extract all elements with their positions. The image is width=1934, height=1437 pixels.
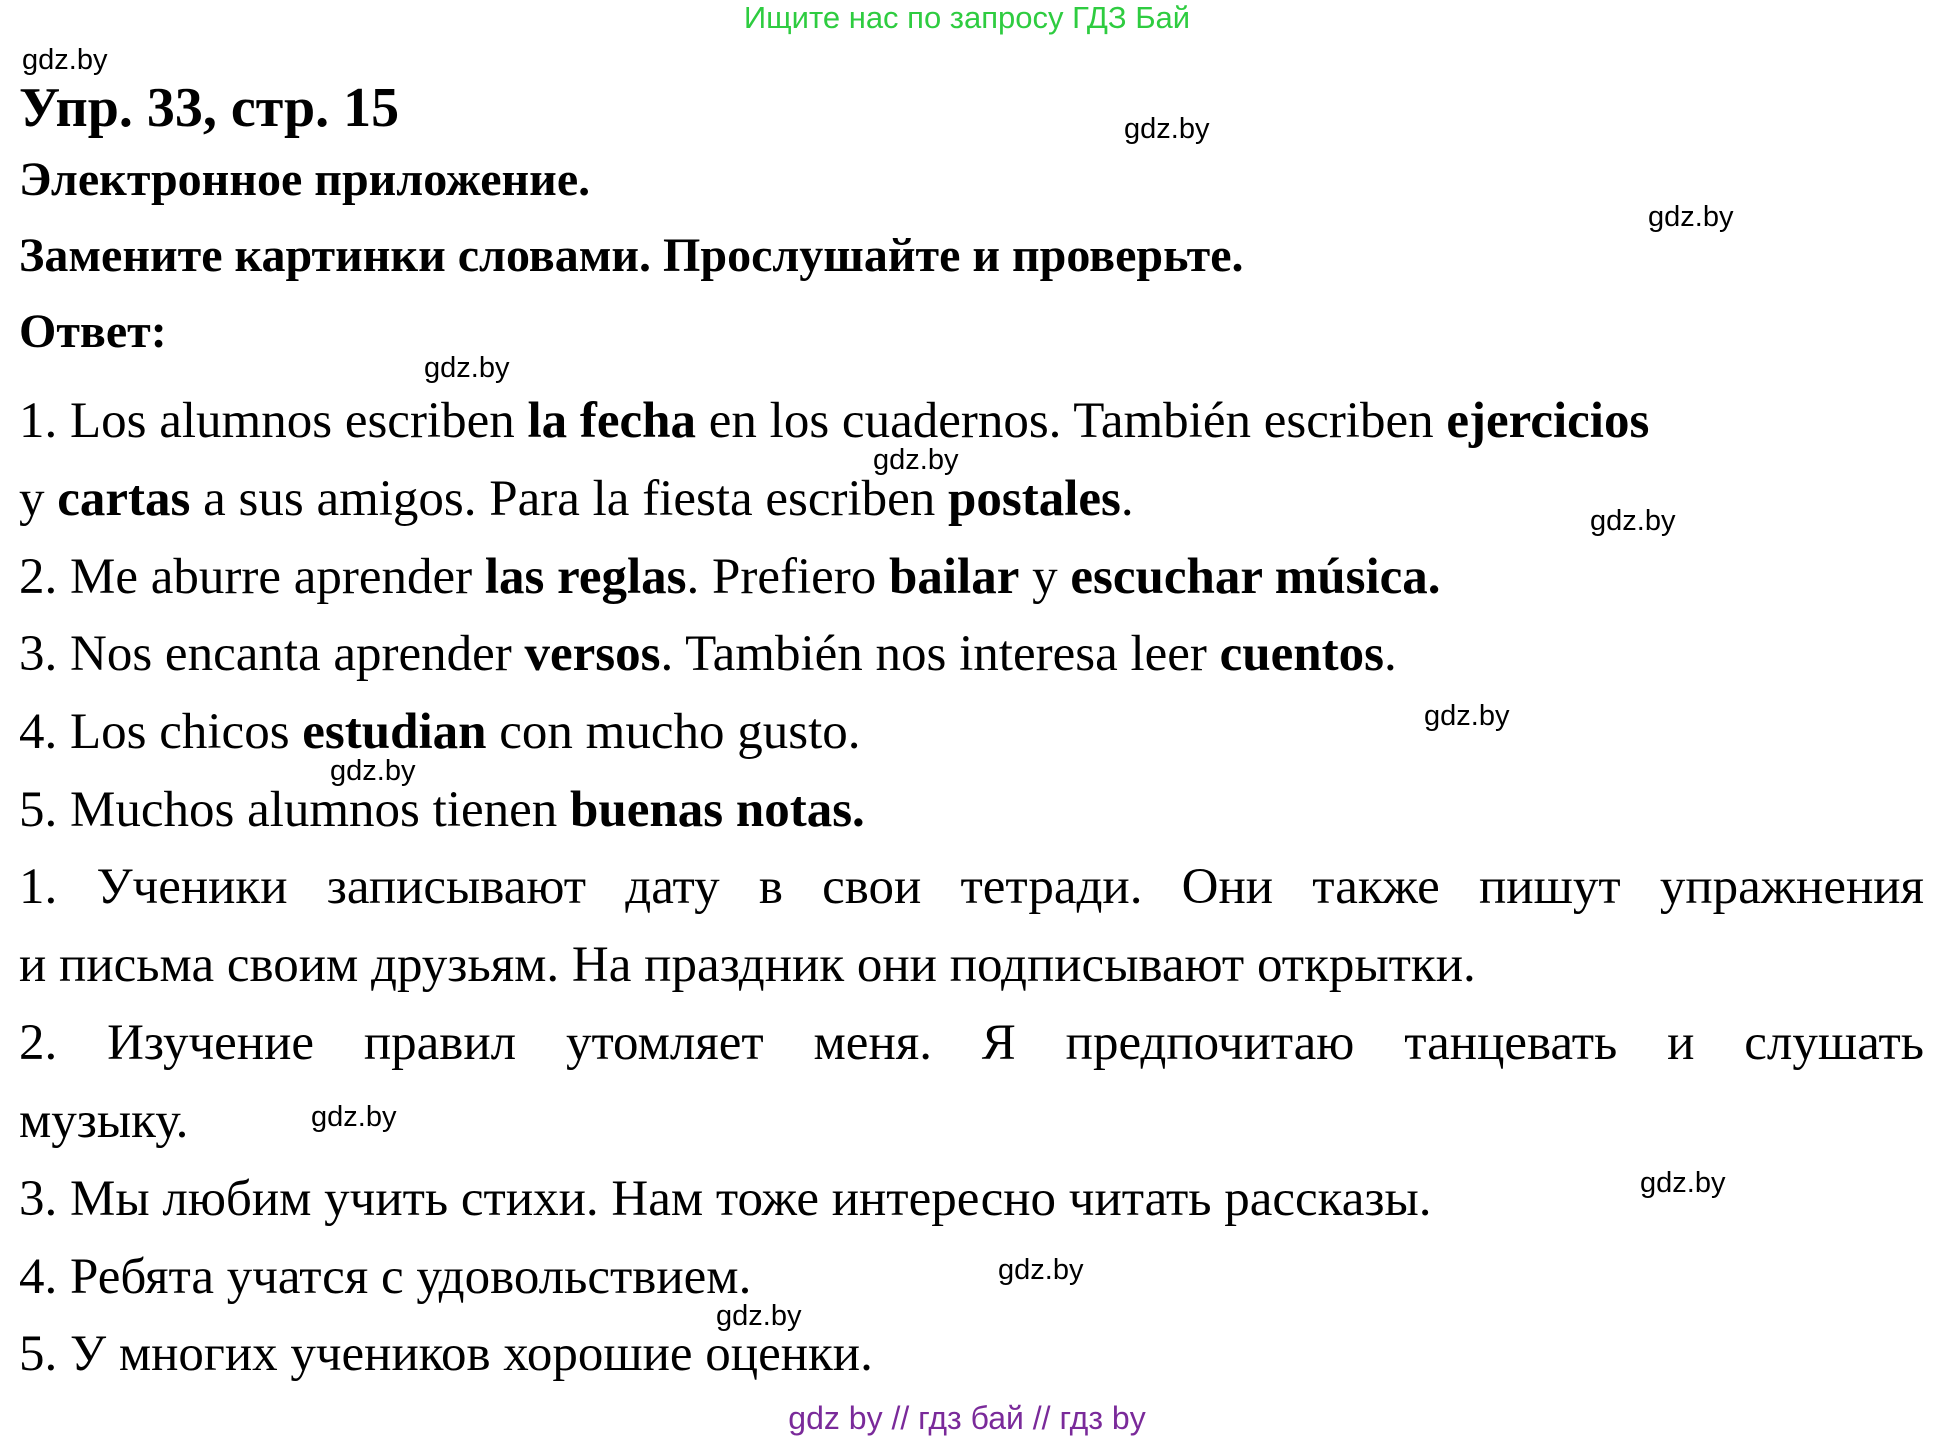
spanish-line-3: 2. Me aburre aprender las reglas. Prefiero bailar y escuchar música. [19, 549, 1441, 605]
russian-line-1: 1. Ученики записывают дату в свои тетради. Они также пишут упражнения [19, 859, 1924, 915]
watermark: gdz.by [424, 352, 510, 384]
watermark: gdz.by [998, 1254, 1084, 1286]
watermark: gdz.by [716, 1300, 802, 1332]
watermark: gdz.by [1640, 1167, 1726, 1199]
watermark: gdz.by [1424, 700, 1510, 732]
spanish-line-6: 5. Muchos alumnos tienen buenas notas. [19, 782, 865, 838]
russian-line-4: музыку. [19, 1093, 189, 1149]
russian-line-3: 2. Изучение правил утомляет меня. Я предпочитаю танцевать и слушать [19, 1015, 1924, 1071]
russian-line-2: и письма своим друзьям. На праздник они подписывают открытки. [19, 937, 1476, 993]
spanish-line-1: 1. Los alumnos escriben la fecha en los cuadernos. También escriben ejercicios [19, 393, 1650, 449]
spanish-line-5: 4. Los chicos estudian con mucho gusto. [19, 704, 861, 760]
exercise-task: Замените картинки словами. Прослушайте и проверьте. [19, 229, 1244, 282]
russian-line-7: 5. У многих учеников хорошие оценки. [19, 1326, 873, 1382]
watermark: gdz.by [1124, 113, 1210, 145]
watermark: gdz.by [311, 1101, 397, 1133]
spanish-line-2: y cartas a sus amigos. Para la fiesta escriben postales. [19, 471, 1134, 527]
spanish-line-4: 3. Nos encanta aprender versos. También nos interesa leer cuentos. [19, 626, 1397, 682]
russian-line-6: 4. Ребята учатся с удовольствием. [19, 1249, 752, 1305]
exercise-title: Упр. 33, стр. 15 [19, 77, 400, 139]
russian-line-5: 3. Мы любим учить стихи. Нам тоже интересно читать рассказы. [19, 1171, 1432, 1227]
watermark: gdz.by [22, 44, 108, 76]
watermark: gdz.by [1590, 505, 1676, 537]
exercise-subtitle: Электронное приложение. [19, 153, 591, 206]
promo-link[interactable]: Ищите нас по запросу ГДЗ Бай [743, 0, 1191, 35]
answer-label: Ответ: [19, 305, 167, 358]
watermark: gdz.by [873, 444, 959, 476]
watermark: gdz.by [330, 755, 416, 787]
watermark: gdz.by [1648, 201, 1734, 233]
footer-links[interactable]: gdz by // гдз бай // гдз by [788, 1400, 1146, 1436]
